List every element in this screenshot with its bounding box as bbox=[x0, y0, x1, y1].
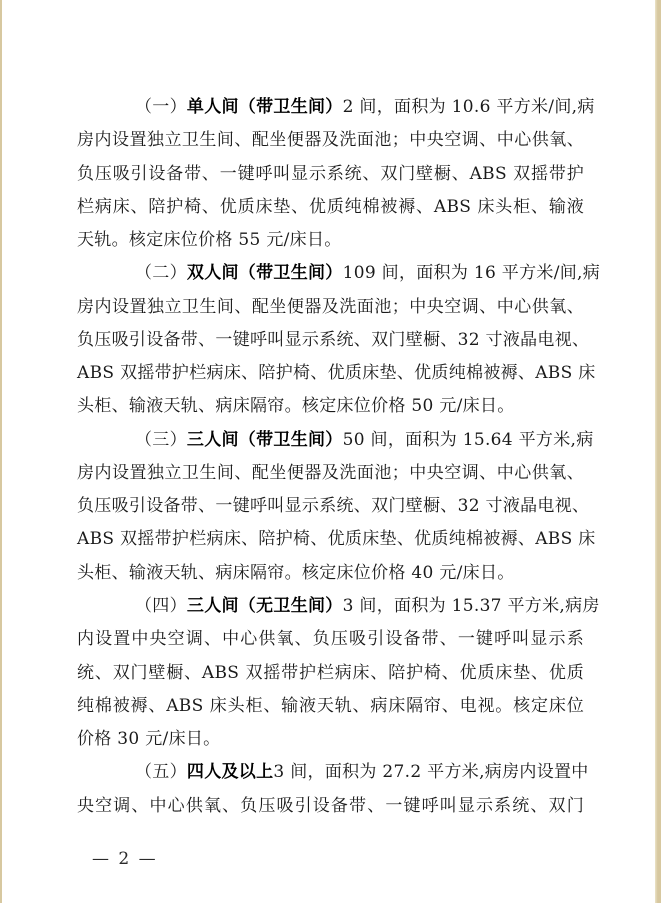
text-line bbox=[77, 590, 600, 623]
paragraph-text: 109 间，面积为 16 平方米/间,病 bbox=[342, 263, 601, 284]
paragraph-title: 三人间（无卫生间） bbox=[186, 595, 343, 616]
text-line: 负压吸引设备带、一键呼叫显示系统、双门壁橱、32 寸液晶电视、 bbox=[77, 496, 590, 517]
text-line bbox=[77, 257, 601, 290]
text-line: 房内设置独立卫生间、配坐便器及洗面池；中央空调、中心供氧、 bbox=[77, 130, 584, 151]
text-line: 内设置中央空调、中心供氧、负压吸引设备带、一键呼叫显示系 bbox=[77, 629, 584, 650]
text-line: 房内设置独立卫生间、配坐便器及洗面池；中央空调、中心供氧、 bbox=[77, 462, 584, 483]
paragraph-text: 50 间，面积为 15.64 平方米,病 bbox=[342, 429, 594, 450]
paragraph-title: 双人间（带卫生间） bbox=[186, 263, 343, 284]
paragraph bbox=[77, 91, 595, 257]
paragraph-text: 2 间，面积为 10.6 平方米/间,病 bbox=[342, 97, 595, 117]
paragraph-title: 四人及以上 bbox=[186, 762, 274, 783]
paragraph bbox=[77, 257, 601, 423]
text-line: 负压吸引设备带、一键呼叫显示系统、双门壁橱、32 寸液晶电视、 bbox=[77, 329, 590, 350]
text-line: 头柜、输液天轨、病床隔帘。核定床位价格 50 元/床日。 bbox=[77, 396, 515, 417]
scan-edge-right bbox=[655, 0, 661, 903]
text-line: 栏病床、陪护椅、优质床垫、优质纯棉被褥、ABS 床头柜、输液 bbox=[77, 196, 584, 217]
document-body bbox=[77, 91, 601, 823]
scan-edge-left bbox=[0, 0, 2, 903]
text-line bbox=[77, 756, 589, 789]
paragraph bbox=[77, 756, 589, 823]
text-line: 纯棉被褥、ABS 床头柜、输液天轨、病床隔帘、电视。核定床位 bbox=[77, 695, 584, 716]
paragraph-label: （一） bbox=[135, 97, 187, 117]
paragraph-text: 3 间，面积为 15.37 平方米,病房 bbox=[342, 595, 600, 616]
paragraph-label: （二） bbox=[135, 263, 187, 284]
text-line: 天轨。核定床位价格 55 元/床日。 bbox=[77, 230, 342, 251]
page-number: — 2 — bbox=[92, 849, 158, 869]
text-line: ABS 双摇带护栏病床、陪护椅、优质床垫、优质纯棉被褥、ABS 床 bbox=[77, 363, 596, 384]
paragraph-title: 三人间（带卫生间） bbox=[186, 429, 343, 450]
text-line: 统、双门壁橱、ABS 双摇带护栏病床、陪护椅、优质床垫、优质 bbox=[77, 662, 584, 683]
text-line: 头柜、输液天轨、病床隔帘。核定床位价格 40 元/床日。 bbox=[77, 562, 515, 583]
paragraph bbox=[77, 590, 600, 756]
paragraph-title: 单人间（带卫生间） bbox=[186, 97, 343, 117]
text-line: 房内设置独立卫生间、配坐便器及洗面池；中央空调、中心供氧、 bbox=[77, 296, 584, 317]
paragraph-label: （四） bbox=[135, 595, 187, 616]
paragraph bbox=[77, 424, 596, 590]
paragraph-text: 3 间，面积为 27.2 平方米,病房内设置中 bbox=[273, 762, 589, 783]
text-line bbox=[77, 91, 595, 124]
text-line bbox=[77, 424, 594, 457]
text-line: 负压吸引设备带、一键呼叫显示系统、双门壁橱、ABS 双摇带护 bbox=[77, 163, 584, 184]
text-line: 价格 30 元/床日。 bbox=[77, 729, 221, 750]
paragraph-label: （三） bbox=[135, 429, 187, 450]
text-line: ABS 双摇带护栏病床、陪护椅、优质床垫、优质纯棉被褥、ABS 床 bbox=[77, 529, 596, 550]
text-line: 央空调、中心供氧、负压吸引设备带、一键呼叫显示系统、双门 bbox=[77, 795, 584, 816]
paragraph-label: （五） bbox=[135, 762, 187, 783]
